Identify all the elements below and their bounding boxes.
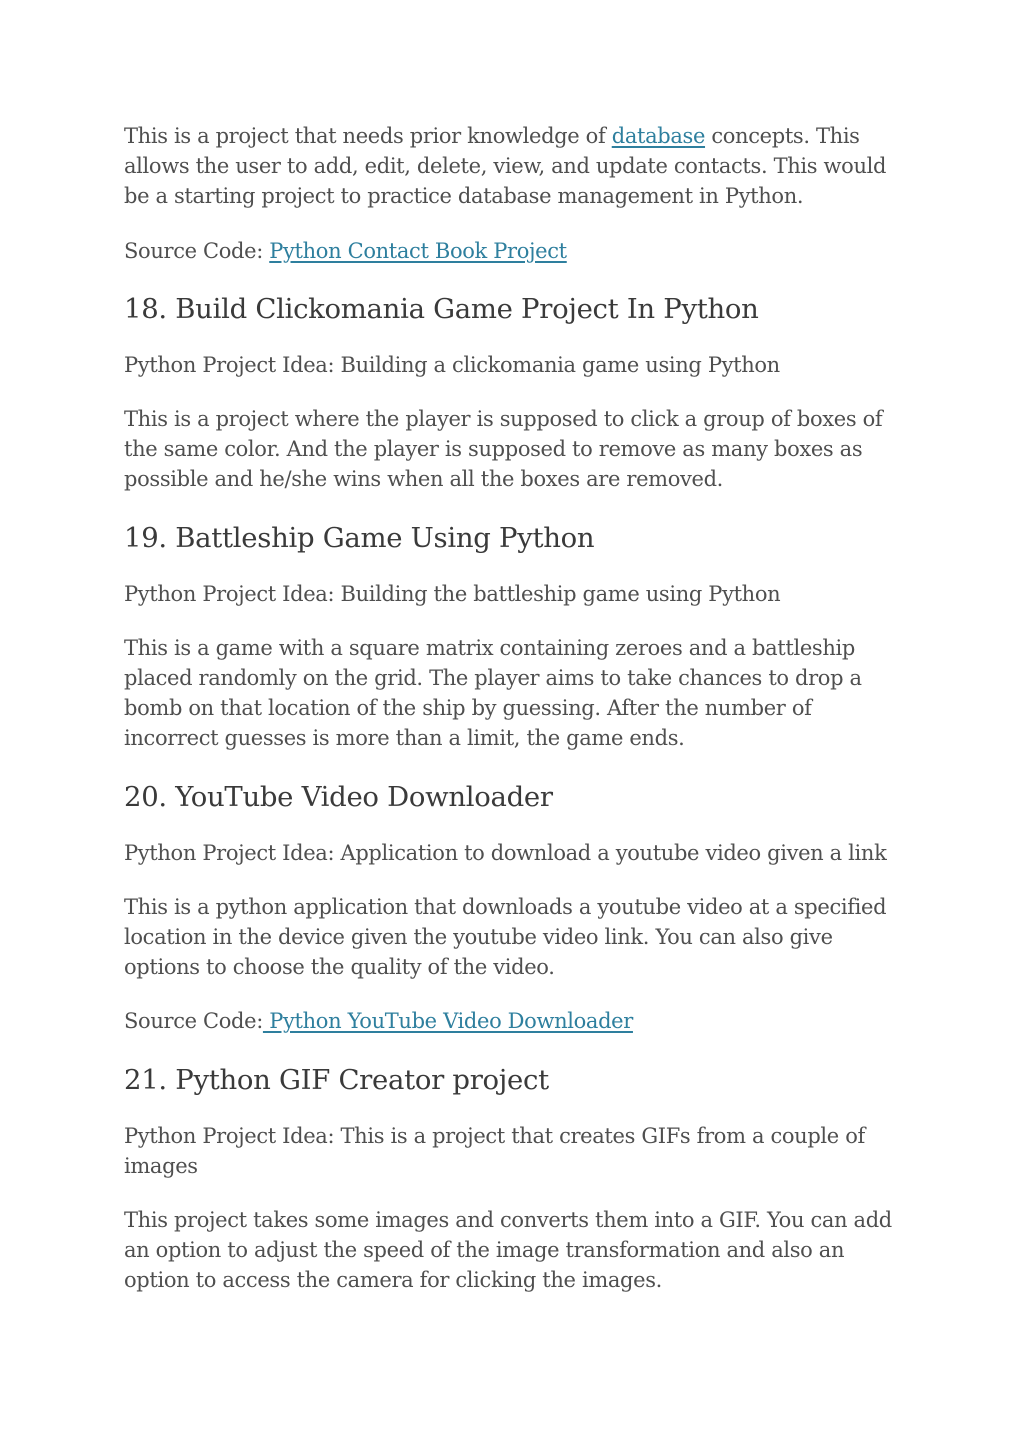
- youtube-downloader-link[interactable]: Python YouTube Video Downloader: [262, 1009, 633, 1034]
- source-label: Source Code:: [124, 1009, 263, 1034]
- document-page: [124, 121, 904, 1296]
- heading-19: 19. Battleship Game Using Python: [124, 521, 595, 554]
- intro-paragraph: [124, 121, 904, 212]
- heading-21: 21. Python GIF Creator project: [124, 1063, 549, 1096]
- description-19: This is a game with a square matrix containing zeroes and a battleship placed randomly on the grid. The player aims to take chances to drop a bomb on that location of the ship by guessing. After the number of incorrect guesses is more than a limit, the game ends.: [124, 635, 862, 751]
- heading-20: 20. YouTube Video Downloader: [124, 780, 553, 813]
- description-21: This project takes some images and converts them into a GIF. You can add an option to adjust the speed of the image transformation and also an option to access the camera for clicking the images.: [124, 1208, 892, 1293]
- idea-19: Python Project Idea: Building the battleship game using Python: [124, 581, 781, 606]
- youtube-downloader-source: [124, 1006, 904, 1036]
- description-18: This is a project where the player is supposed to click a group of boxes of the same color. And the player is supposed to remove as many boxes as possible and he/she wins when all the boxes are removed.: [124, 407, 883, 492]
- idea-21: Python Project Idea: This is a project that creates GIFs from a couple of images: [124, 1123, 865, 1178]
- intro-text-before: This is a project that needs prior knowledge of: [124, 124, 612, 148]
- idea-18: Python Project Idea: Building a clickomania game using Python: [124, 352, 780, 377]
- database-link[interactable]: database: [611, 124, 706, 148]
- heading-18: 18. Build Clickomania Game Project In Python: [124, 292, 759, 325]
- contact-book-link[interactable]: Python Contact Book Project: [269, 238, 567, 263]
- intro-text-after: concepts. This allows the user to add, edit, delete, view, and update contacts. This would be a starting project to practice database management in Python.: [124, 124, 887, 209]
- idea-20: Python Project Idea: Application to download a youtube video given a link: [124, 840, 887, 865]
- description-20: This is a python application that downloads a youtube video at a specified location in the device given the youtube video link. You can also give options to choose the quality of the video.: [124, 894, 887, 980]
- contact-book-source: [124, 236, 904, 266]
- source-label: Source Code:: [124, 238, 270, 263]
